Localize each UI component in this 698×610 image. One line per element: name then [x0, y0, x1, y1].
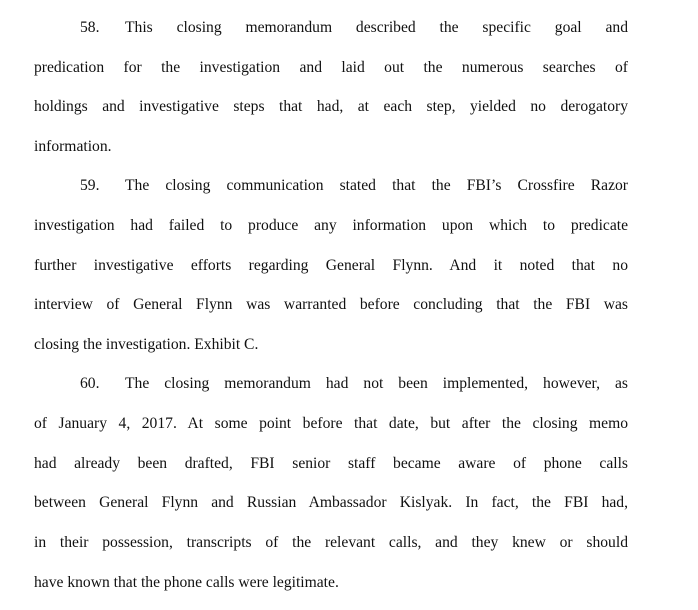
- paragraph-58-line-1: [80, 16, 628, 40]
- paragraph-59-line-2: investigation had failed to produce any information upon which to predicate: [34, 217, 628, 234]
- paragraph-number: 59.: [80, 177, 100, 194]
- paragraph-60-line-5: in their possession, transcripts of the relevant calls, and they knew or should: [34, 534, 628, 551]
- paragraph-60-line-3: had already been drafted, FBI senior staff became aware of phone calls: [34, 455, 628, 472]
- paragraph-59-line-5: closing the investigation. Exhibit C.: [34, 336, 259, 353]
- paragraph-60-line-2: of January 4, 2017. At some point before that date, but after the closing memo: [34, 415, 628, 432]
- paragraph-60-line-6: have known that the phone calls were legitimate.: [34, 574, 339, 591]
- paragraph-text: This closing memorandum described the specific goal and: [125, 19, 628, 36]
- paragraph-text: The closing memorandum had not been implemented, however, as: [125, 375, 628, 392]
- paragraph-60-line-1: [80, 372, 628, 396]
- paragraph-number: 60.: [80, 375, 100, 392]
- paragraph-59-line-1: [80, 174, 628, 198]
- paragraph-text: The closing communication stated that the FBI’s Crossfire Razor: [125, 177, 628, 194]
- paragraph-number: 58.: [80, 19, 100, 36]
- paragraph-58-line-3: holdings and investigative steps that had, at each step, yielded no derogatory: [34, 98, 628, 115]
- paragraph-59-line-3: further investigative efforts regarding General Flynn. And it noted that no: [34, 257, 628, 274]
- paragraph-58-line-2: predication for the investigation and laid out the numerous searches of: [34, 59, 628, 76]
- paragraph-60-line-4: between General Flynn and Russian Ambassador Kislyak. In fact, the FBI had,: [34, 494, 628, 511]
- paragraph-59-line-4: interview of General Flynn was warranted before concluding that the FBI was: [34, 296, 628, 313]
- paragraph-58-line-4: information.: [34, 138, 112, 155]
